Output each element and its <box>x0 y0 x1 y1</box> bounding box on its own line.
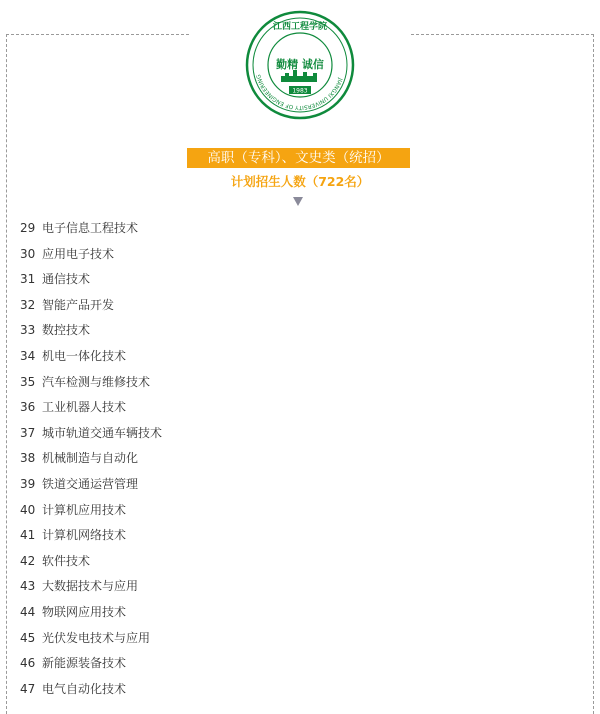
major-item <box>20 421 162 447</box>
major-name: 电子信息工程技术 <box>42 221 139 235</box>
major-number: 37 <box>20 425 36 440</box>
frame-border-top-right <box>411 34 594 35</box>
major-name: 工业机器人技术 <box>42 400 127 415</box>
major-name: 城市轨道交通车辆技术 <box>42 425 163 440</box>
major-item <box>20 498 162 524</box>
major-name: 智能产品开发 <box>42 297 115 312</box>
major-name: 机械制造与自动化 <box>42 451 139 466</box>
major-item <box>20 395 162 421</box>
major-name: 光伏发电技术与应用 <box>42 630 151 645</box>
major-list <box>20 216 162 702</box>
major-name: 机电一体化技术 <box>42 348 127 363</box>
frame-border-left <box>6 34 7 714</box>
major-number: 38 <box>20 451 36 466</box>
major-item <box>20 600 162 626</box>
major-item <box>20 523 162 549</box>
major-number: 45 <box>20 630 36 645</box>
major-number: 32 <box>20 297 36 312</box>
major-item <box>20 216 162 242</box>
major-number: 46 <box>20 656 36 671</box>
major-name: 汽车检测与维修技术 <box>42 374 151 389</box>
enrollment-count: 计划招生人数（722名） <box>230 174 370 189</box>
major-name: 计算机应用技术 <box>42 502 127 517</box>
major-item <box>20 344 162 370</box>
major-item <box>20 626 162 652</box>
major-item <box>20 472 162 498</box>
major-name: 铁道交通运营管理 <box>42 476 139 491</box>
major-number: 47 <box>20 681 36 696</box>
major-item <box>20 677 162 703</box>
major-name: 计算机网络技术 <box>42 528 127 543</box>
major-item <box>20 574 162 600</box>
major-number: 29 <box>20 221 36 235</box>
major-item <box>20 370 162 396</box>
major-number: 34 <box>20 348 36 363</box>
major-name: 应用电子技术 <box>42 246 115 261</box>
major-item <box>20 651 162 677</box>
major-item <box>20 267 162 293</box>
logo-year: 1983 <box>292 87 308 95</box>
major-number: 43 <box>20 579 36 594</box>
major-number: 41 <box>20 528 36 543</box>
major-number: 39 <box>20 476 36 491</box>
major-item <box>20 549 162 575</box>
frame-border-top-left <box>6 34 189 35</box>
major-name: 数控技术 <box>42 323 91 338</box>
logo-center-text: 勤精 诚信 <box>276 58 324 71</box>
major-name: 软件技术 <box>42 553 91 568</box>
major-name: 新能源装备技术 <box>42 656 127 671</box>
major-item <box>20 242 162 268</box>
triangle-down-icon <box>293 197 303 206</box>
major-item <box>20 318 162 344</box>
major-number: 30 <box>20 246 36 261</box>
major-item <box>20 446 162 472</box>
major-item <box>20 293 162 319</box>
logo-top-text: 江西工程学院 <box>272 22 328 32</box>
major-name: 电气自动化技术 <box>42 681 127 696</box>
university-logo <box>245 10 355 120</box>
major-name: 通信技术 <box>42 272 91 287</box>
major-number: 44 <box>20 604 36 619</box>
major-number: 31 <box>20 272 36 287</box>
major-name: 物联网应用技术 <box>42 604 127 619</box>
major-number: 42 <box>20 553 36 568</box>
major-number: 40 <box>20 502 36 517</box>
logo-ring-text: JIANGXI UNIVERSITY OF ENGINEERING <box>256 73 343 111</box>
major-number: 33 <box>20 323 36 338</box>
major-name: 大数据技术与应用 <box>42 579 139 594</box>
category-banner: 高职（专科）、文史类（统招） <box>187 148 410 168</box>
major-number: 35 <box>20 374 36 389</box>
frame-border-right <box>593 34 594 714</box>
major-number: 36 <box>20 400 36 415</box>
